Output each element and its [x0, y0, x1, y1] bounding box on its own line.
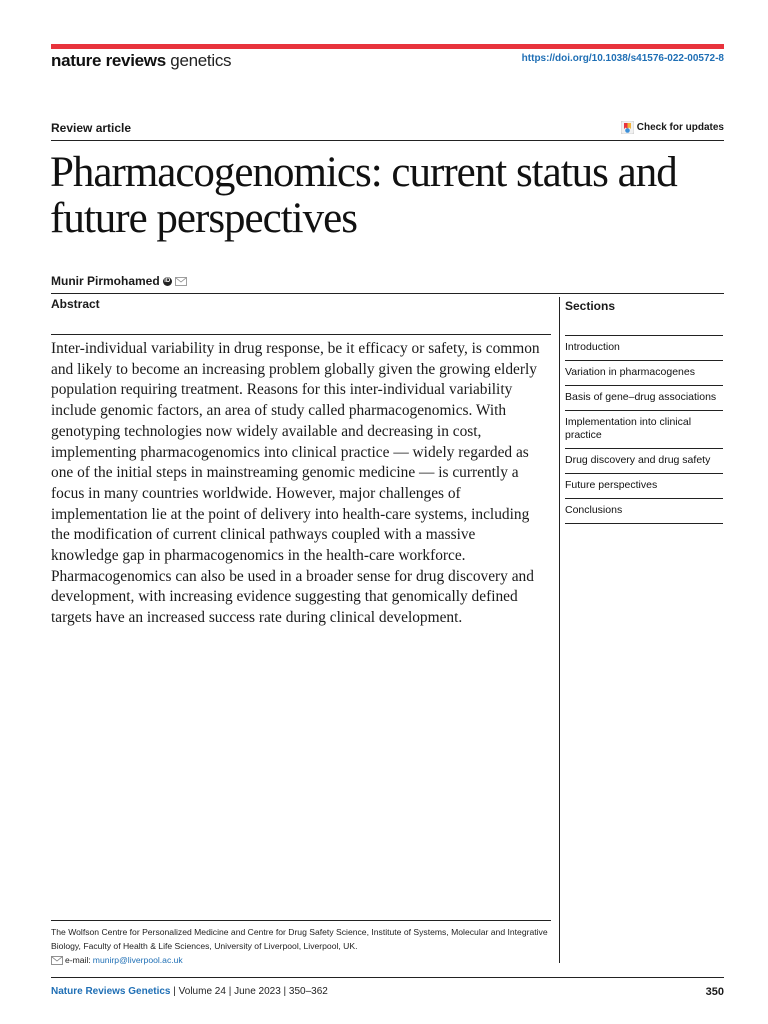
- affiliation-divider: [51, 920, 551, 921]
- affiliation-block: [51, 925, 551, 967]
- section-link-conclusions[interactable]: Conclusions: [565, 499, 723, 524]
- abstract-divider: [51, 334, 551, 335]
- affiliation-text: The Wolfson Centre for Personalized Medicine and Centre for Drug Safety Science, Institute of Systems, Molecular and Integrative Biology, Faculty of Health & Life Sciences, University of Liverpool, Liverpool, UK.: [51, 927, 548, 951]
- doi-link[interactable]: https://doi.org/10.1038/s41576-022-00572-8: [521, 53, 724, 64]
- section-link-introduction[interactable]: Introduction: [565, 336, 723, 361]
- page-number: 350: [705, 986, 724, 998]
- section-link-future[interactable]: Future perspectives: [565, 474, 723, 499]
- email-row: [51, 953, 551, 967]
- footer-volume-info: | Volume 24 | June 2023 | 350–362: [170, 986, 328, 997]
- footer-divider: [51, 977, 724, 978]
- abstract-text: Inter-individual variability in drug response, be it efficacy or safety, is common and likely to become an increasing problem globally given the growing elderly population requiring treatment. Reasons for this inter-individual variability include genomic factors, an area of study called pharmacogenomics. With genotyping technologies now widely available and decreasing in cost, implementing pharmacogenomics into clinical practice — widely regarded as one of the initial steps in mainstreaming genomic medicine — is currently a focus in many countries worldwide. However, major challenges of implementation lie at the point of delivery into health-care systems, including the modification of current clinical pathways coupled with a massive knowledge gap in pharmacogenomics in the health-care workforce. Pharmacogenomics can also be used in a broader sense for drug discovery and development, with increasing evidence suggesting that genomically defined targets have an increased success rate during clinical development.: [51, 340, 540, 627]
- section-link-drug-discovery[interactable]: Drug discovery and drug safety: [565, 449, 723, 474]
- check-for-updates-button[interactable]: [621, 121, 724, 134]
- journal-accent-bar: [51, 44, 724, 49]
- abstract-heading: Abstract: [51, 297, 100, 311]
- sections-list: [565, 335, 723, 524]
- footer-citation: [51, 986, 328, 997]
- email-label: e-mail:: [65, 955, 91, 965]
- journal-logo[interactable]: [51, 50, 231, 72]
- author-divider: [51, 293, 724, 294]
- author-name[interactable]: Munir Pirmohamed: [51, 274, 160, 288]
- column-divider: [559, 297, 560, 963]
- check-for-updates-label: Check for updates: [636, 122, 724, 133]
- header-divider: [51, 140, 724, 141]
- journal-name-light: genetics: [170, 51, 232, 70]
- section-link-variation[interactable]: Variation in pharmacogenes: [565, 361, 723, 386]
- email-link[interactable]: munirp@liverpool.ac.uk: [92, 955, 183, 965]
- article-title: Pharmacogenomics: current status and future perspectives: [50, 149, 677, 242]
- article-type: Review article: [51, 121, 132, 135]
- crossmark-icon: [621, 121, 634, 134]
- email-icon[interactable]: [175, 277, 187, 286]
- journal-name-bold: nature reviews: [51, 51, 166, 70]
- section-link-basis[interactable]: Basis of gene–drug associations: [565, 386, 723, 411]
- footer-journal-link[interactable]: Nature Reviews Genetics: [51, 986, 171, 997]
- orcid-icon[interactable]: iD: [164, 277, 171, 284]
- email-icon: [51, 956, 63, 965]
- author-line: [51, 274, 187, 288]
- section-link-implementation[interactable]: Implementation into clinical practice: [565, 411, 723, 449]
- sections-heading: Sections: [565, 299, 616, 313]
